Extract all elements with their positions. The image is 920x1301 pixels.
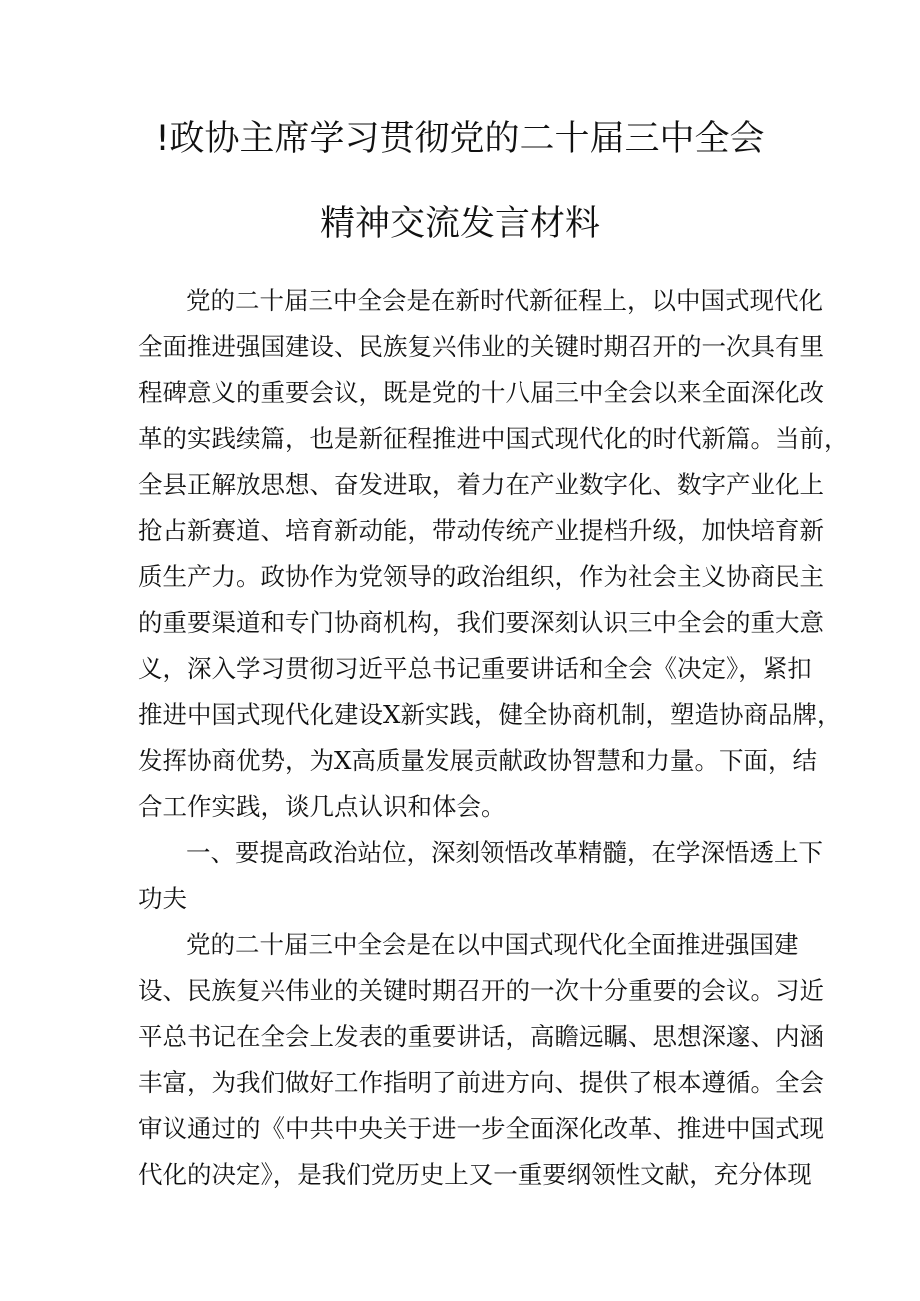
paragraph-line: 推进中国式现代化建设X新实践，健全协商机制，塑造协商品牌，	[138, 700, 842, 729]
paragraph-line: 党的二十届三中全会是在新时代新征程上，以中国式现代化	[186, 286, 823, 315]
document-title-line-2: 精神交流发言材料	[319, 204, 600, 244]
section-heading-line: 一、要提高政治站位，深刻领悟改革精髓，在学深悟透上下	[186, 838, 823, 867]
paragraph-line: 程碑意义的重要会议，既是党的十八届三中全会以来全面深化改	[138, 378, 824, 407]
paragraph-line: 丰富，为我们做好工作指明了前进方向、提供了根本遵循。全会	[138, 1068, 824, 1097]
paragraph-line: 设、民族复兴伟业的关键时期召开的一次十分重要的会议。习近	[138, 976, 824, 1005]
paragraph-line: 代化的决定》，是我们党历史上又一重要纲领性文献，充分体现	[138, 1160, 812, 1189]
paragraph-line: 革的实践续篇，也是新征程推进中国式现代化的时代新篇。当前，	[138, 424, 849, 453]
paragraph-line: 发挥协商优势，为X高质量发展贡献政协智慧和力量。下面，结	[138, 746, 817, 775]
paragraph-line: 审议通过的《中共中央关于进一步全面深化改革、推进中国式现	[138, 1114, 824, 1143]
paragraph-line: 的重要渠道和专门协商机构，我们要深刻认识三中全会的重大意	[138, 608, 824, 637]
paragraph-line: 义，深入学习贯彻习近平总书记重要讲话和全会《决定》，紧扣	[138, 654, 812, 683]
paragraph-line: 平总书记在全会上发表的重要讲话，高瞻远瞩、思想深邃、内涵	[138, 1022, 824, 1051]
paragraph-line: 全面推进强国建设、民族复兴伟业的关键时期召开的一次具有里	[138, 332, 824, 361]
document-title-line-1: !政协主席学习贯彻党的二十届三中全会	[155, 119, 765, 159]
paragraph-line: 抢占新赛道、培育新动能，带动传统产业提档升级，加快培育新	[138, 516, 824, 545]
section-heading-line: 功夫	[138, 884, 187, 913]
paragraph-line: 全县正解放思想、奋发进取，着力在产业数字化、数字产业化上	[138, 470, 824, 499]
paragraph-line: 合工作实践，谈几点认识和体会。	[138, 792, 506, 821]
paragraph-line: 党的二十届三中全会是在以中国式现代化全面推进强国建	[186, 930, 799, 959]
paragraph-line: 质生产力。政协作为党领导的政治组织，作为社会主义协商民主	[138, 562, 824, 591]
